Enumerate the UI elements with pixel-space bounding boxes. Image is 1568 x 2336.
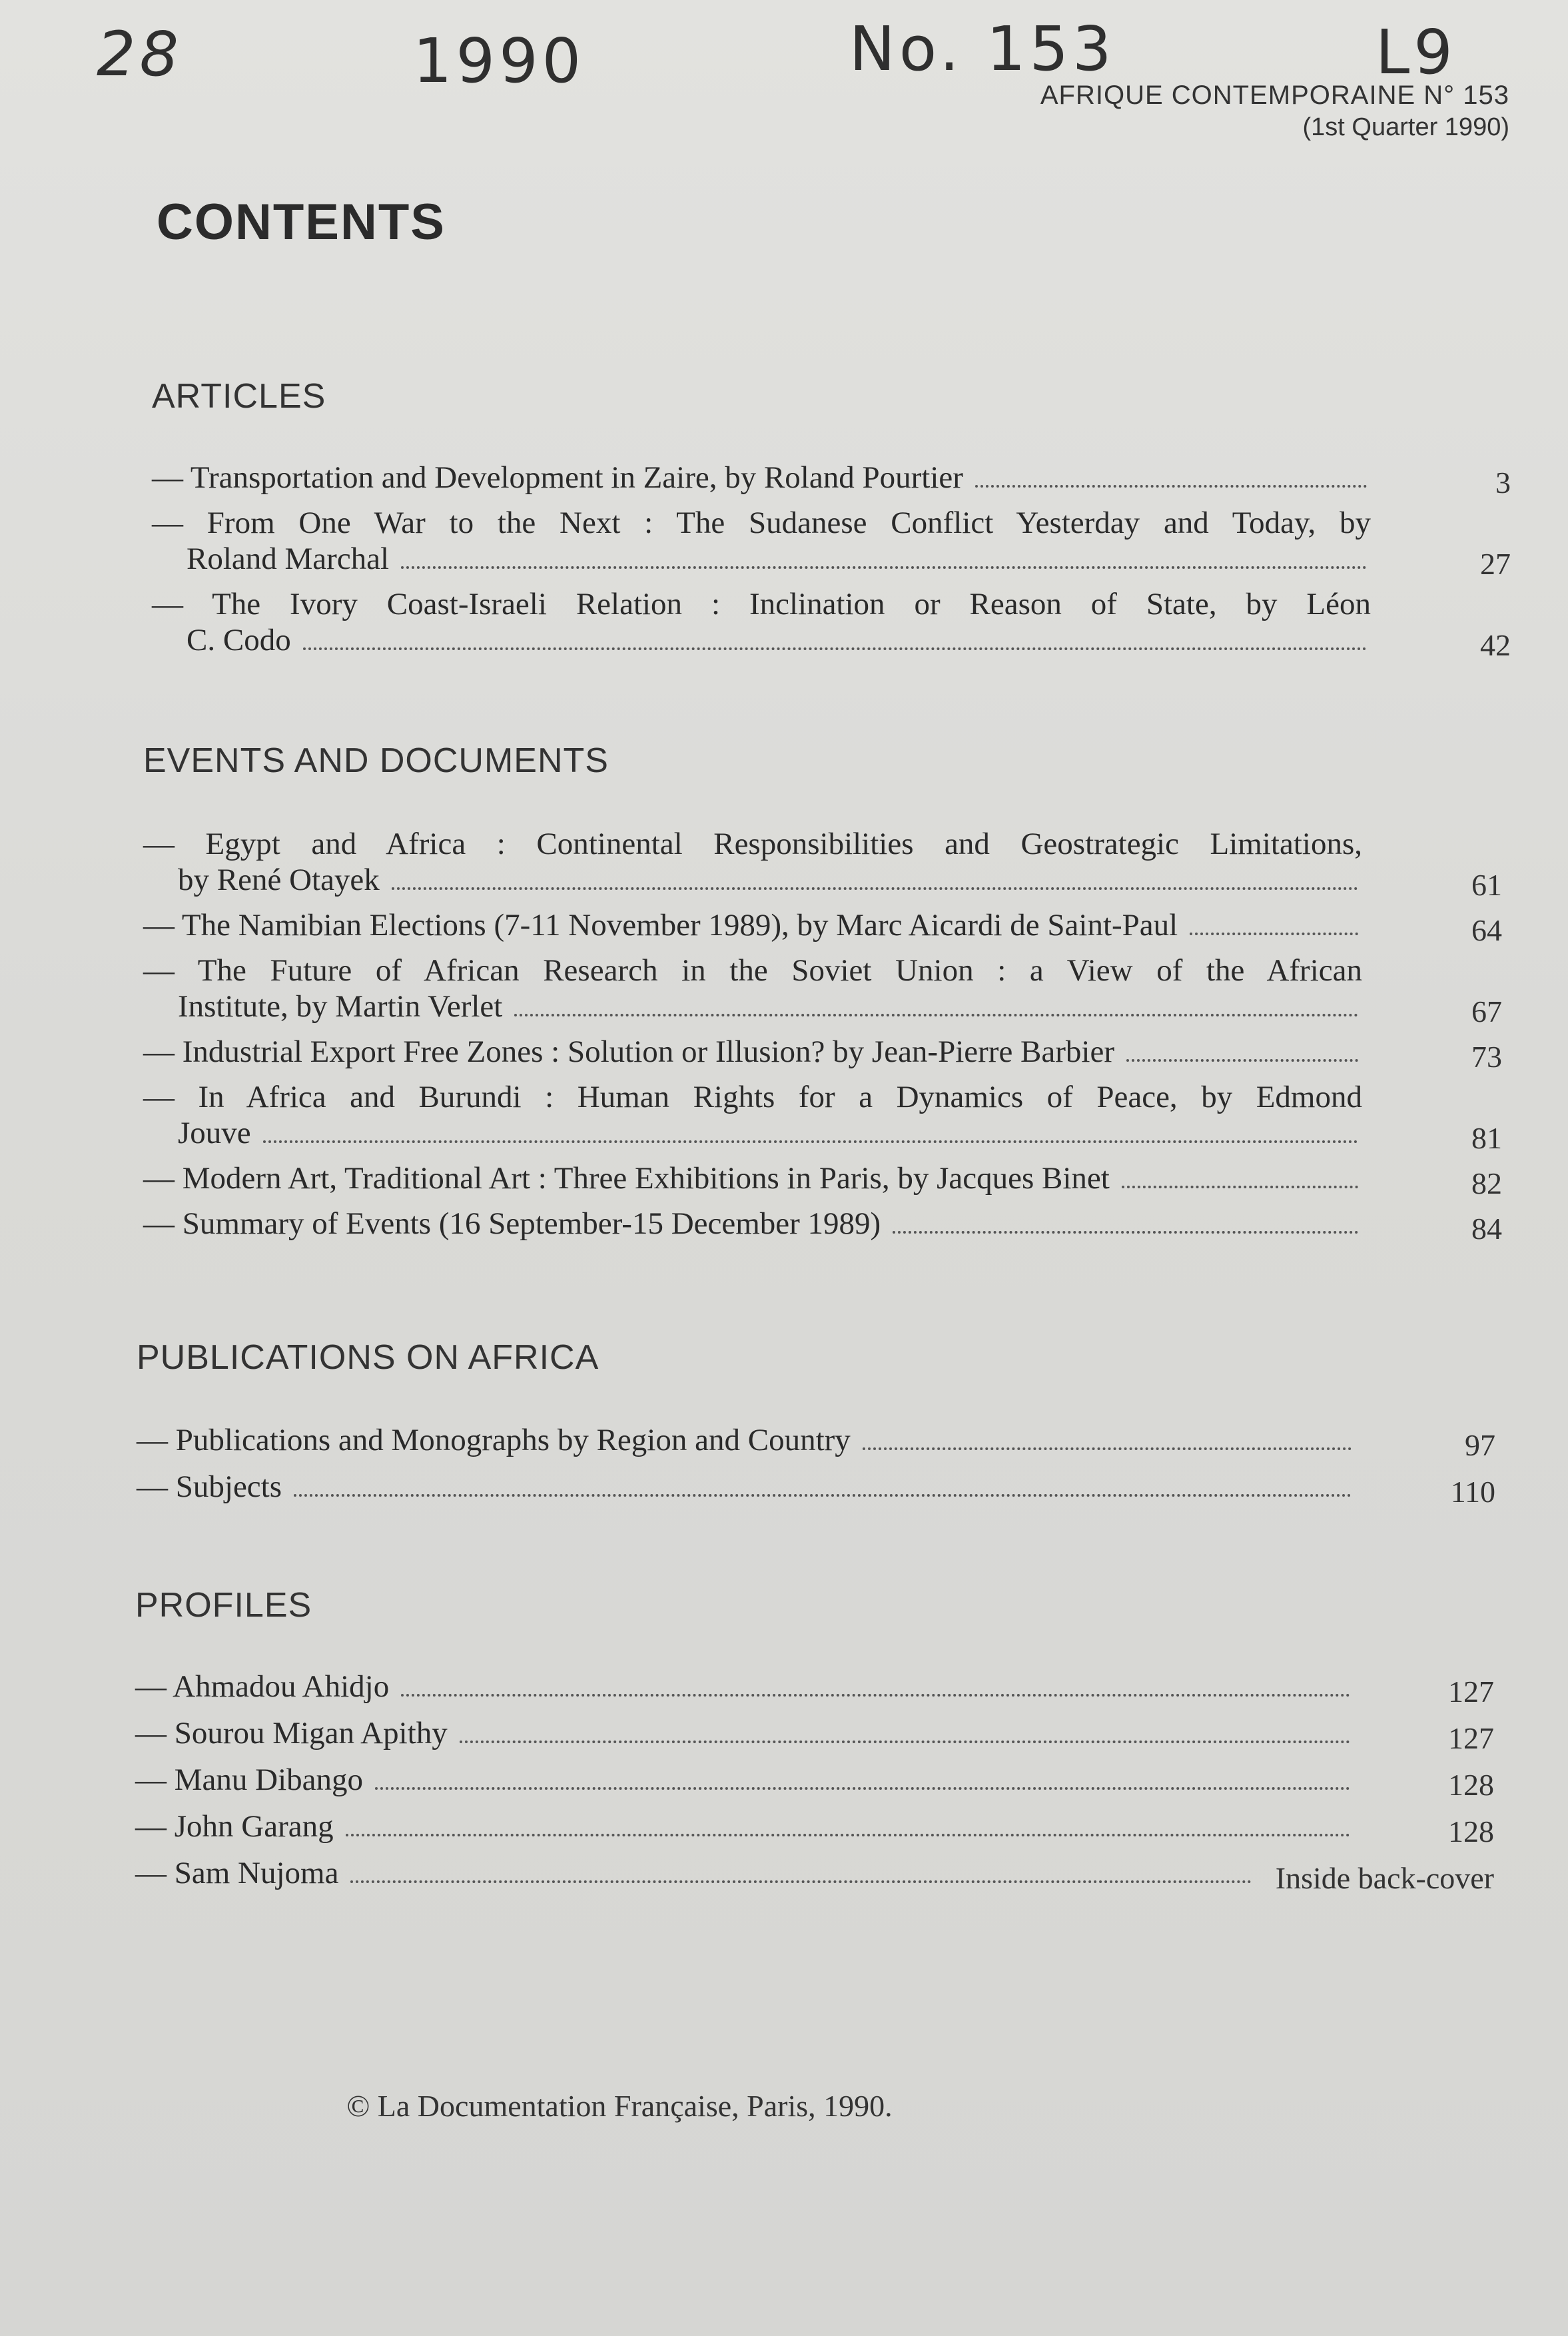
events-list: [143, 826, 1502, 1251]
toc-entry-title: — Sam Nujoma: [135, 1856, 339, 1890]
toc-page-number: 110: [1450, 1475, 1495, 1509]
toc-entry: [135, 1808, 1494, 1848]
toc-entry: [137, 1469, 1495, 1509]
toc-entry-title: — In Africa and Burundi : Human Rights for a Dynamics of Peace, by Edmond: [143, 1080, 1362, 1114]
toc-page-number: 81: [1471, 1121, 1502, 1155]
toc-entry-title: — John Garang: [135, 1809, 334, 1844]
toc-entry: [143, 1079, 1502, 1155]
dot-leader: [1122, 1185, 1358, 1188]
dot-leader: [975, 484, 1367, 488]
toc-page-number: 64: [1471, 913, 1502, 947]
journal-quarter: (1st Quarter 1990): [1302, 113, 1509, 141]
toc-entry: [152, 505, 1511, 581]
toc-entry-title: — Transportation and Development in Zaire, by Roland Pourtier: [152, 460, 963, 495]
toc-page-number: 73: [1471, 1040, 1502, 1074]
toc-entry-title: — Ahmadou Ahidjo: [135, 1669, 390, 1704]
dot-leader: [294, 1493, 1352, 1497]
toc-page-number: 128: [1448, 1814, 1494, 1848]
toc-entry: [137, 1422, 1495, 1462]
toc-entry: [143, 907, 1502, 947]
toc-page-number: 42: [1480, 628, 1511, 662]
handwritten-note: 1990: [413, 25, 586, 97]
toc-entry: [143, 826, 1502, 902]
toc-page-number: Inside back-cover: [1275, 1861, 1494, 1895]
dot-leader: [375, 1786, 1350, 1790]
toc-page-number: 127: [1448, 1675, 1494, 1709]
section-heading-publications: PUBLICATIONS ON AFRICA: [137, 1338, 599, 1377]
toc-entry-title: — From One War to the Next : The Sudanese Conflict Yesterday and Today, by: [152, 506, 1371, 540]
dot-leader: [346, 1833, 1350, 1836]
section-heading-events: EVENTS AND DOCUMENTS: [143, 741, 609, 780]
dot-leader: [401, 1693, 1350, 1697]
toc-page-number: 61: [1471, 868, 1502, 902]
toc-page-number: 67: [1471, 994, 1502, 1028]
toc-entry: [135, 1669, 1494, 1709]
journal-title: AFRIQUE CONTEMPORAINE N° 153: [1040, 81, 1509, 110]
section-heading-articles: ARTICLES: [152, 377, 326, 416]
publications-list: [137, 1422, 1495, 1515]
toc-entry: [135, 1855, 1494, 1895]
toc-entry-title: — Subjects: [137, 1469, 282, 1504]
toc-entry-title: — Summary of Events (16 September-15 December 1989): [143, 1206, 881, 1241]
toc-entry-title: — Publications and Monographs by Region and Country: [137, 1423, 851, 1457]
dot-leader: [893, 1230, 1358, 1234]
toc-entry-title: — Egypt and Africa : Continental Responsibilities and Geostrategic Limitations,: [143, 827, 1362, 861]
dot-leader: [460, 1740, 1350, 1743]
toc-page-number: 84: [1471, 1212, 1502, 1246]
toc-entry-title-continued: by René Otayek: [178, 863, 380, 897]
section-heading-profiles: PROFILES: [135, 1586, 312, 1625]
toc-entry-title: — The Future of African Research in the Soviet Union : a View of the African: [143, 953, 1362, 988]
toc-entry-title-continued: Roland Marchal: [187, 542, 390, 576]
dot-leader: [863, 1447, 1352, 1450]
toc-entry-title: — The Namibian Elections (7-11 November 1989), by Marc Aicardi de Saint-Paul: [143, 908, 1178, 943]
toc-entry-title-continued: Institute, by Martin Verlet: [178, 989, 503, 1024]
toc-page-number: 128: [1448, 1768, 1494, 1802]
dot-leader: [1190, 932, 1358, 935]
toc-entry: [143, 1206, 1502, 1246]
dot-leader: [514, 1013, 1358, 1016]
toc-entry: [135, 1715, 1494, 1755]
handwritten-note: 28: [97, 19, 183, 90]
toc-entry: [152, 460, 1511, 500]
handwritten-note: No. 153: [849, 13, 1116, 85]
toc-entry: [143, 1034, 1502, 1074]
dot-leader: [392, 887, 1358, 890]
profiles-list: [135, 1669, 1494, 1902]
dot-leader: [350, 1880, 1251, 1883]
journal-header: [1040, 79, 1509, 143]
toc-entry-title: — Industrial Export Free Zones : Solution or Illusion? by Jean-Pierre Barbier: [143, 1034, 1114, 1069]
dot-leader: [401, 566, 1367, 569]
toc-entry-title-continued: Jouve: [178, 1116, 251, 1150]
toc-entry: [143, 953, 1502, 1028]
toc-entry-title: — The Ivory Coast-Israeli Relation : Inclination or Reason of State, by Léon: [152, 587, 1371, 621]
toc-entry: [135, 1762, 1494, 1802]
dot-leader: [263, 1140, 1358, 1143]
toc-entry-title: — Manu Dibango: [135, 1762, 364, 1797]
dot-leader: [303, 647, 1367, 650]
dot-leader: [1126, 1058, 1358, 1062]
handwritten-note: L9: [1375, 17, 1457, 88]
toc-page-number: 127: [1448, 1721, 1494, 1755]
toc-entry: [152, 586, 1511, 662]
toc-entry-title: — Sourou Migan Apithy: [135, 1716, 448, 1751]
articles-list: [152, 460, 1511, 667]
toc-entry: [143, 1160, 1502, 1200]
copyright-notice: © La Documentation Française, Paris, 1990.: [346, 2089, 893, 2123]
toc-entry-title: — Modern Art, Traditional Art : Three Exhibitions in Paris, by Jacques Binet: [143, 1161, 1110, 1196]
toc-entry-title-continued: C. Codo: [187, 623, 291, 657]
page-title: CONTENTS: [157, 194, 446, 250]
toc-page-number: 27: [1480, 547, 1511, 581]
toc-page-number: 82: [1471, 1166, 1502, 1200]
toc-page-number: 3: [1495, 466, 1511, 500]
toc-page-number: 97: [1465, 1428, 1495, 1462]
